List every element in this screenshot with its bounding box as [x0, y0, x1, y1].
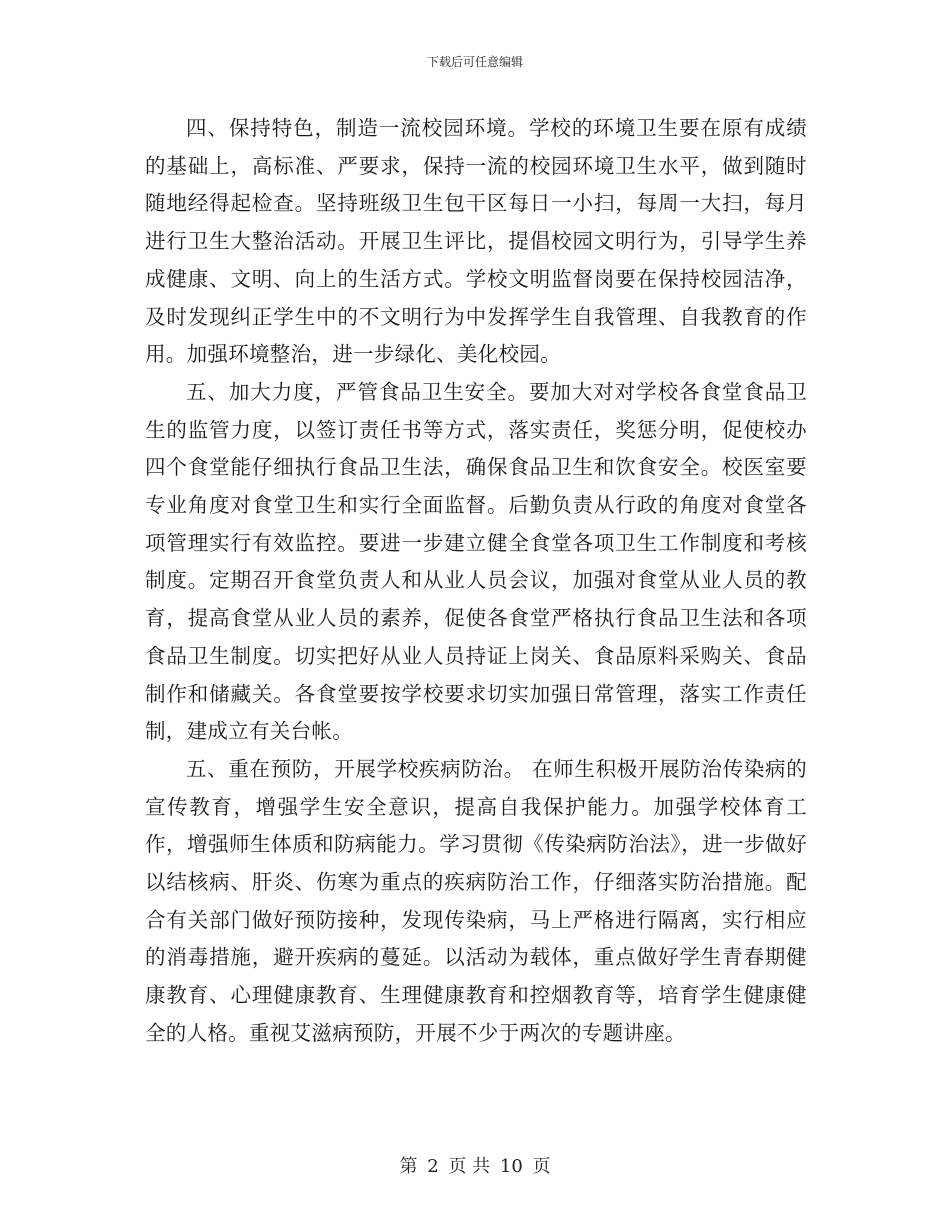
current-page-number: 2 — [427, 1156, 439, 1177]
footer-prefix: 第 — [399, 1156, 418, 1177]
footer-middle: 页 共 — [448, 1156, 491, 1177]
paragraph-environment: 四、保持特色，制造一流校园环境。学校的环境卫生要在原有成绩的基础上，高标准、严要求，保持一流的校园环境卫生水平，做到随时随地经得起检查。坚持班级卫生包干区每日一小扫，每周一大扫，每月进行卫生大整治活动。开展卫生评比，提倡校园文明行为，引导学生养成健康、文明、向上的生活方式。学校文明监督岗要在保持校园洁净，及时发现纠正学生中的不文明行为中发挥学生自我管理、自我教育的作用。加强环境整治，进一步绿化、美化校园。 — [145, 116, 807, 367]
paragraph-food-safety: 五、加大力度，严管食品卫生安全。要加大对对学校各食堂食品卫生的监管力度，以签订责任书等方式，落实责任，奖惩分明，促使校办四个食堂能仔细执行食品卫生法，确保食品卫生和饮食安全。校医室要专业角度对食堂卫生和实行全面监督。后勤负责从行政的角度对食堂各项管理实行有效监控。要进一步建立健全食堂各项卫生工作制度和考核制度。定期召开食堂负责人和从业人员会议，加强对食堂从业人员的教育，提高食堂从业人员的素养，促使各食堂严格执行食品卫生法和各项食品卫生制度。切实把好从业人员持证上岗关、食品原料采购关、食品制作和储藏关。各食堂要按学校要求切实加强日常管理，落实工作责任制，建成立有关台帐。 — [145, 379, 807, 744]
page-header: 下载后可任意编辑 — [426, 55, 523, 69]
total-page-count: 10 — [499, 1156, 523, 1177]
page-footer — [0, 1152, 950, 1178]
document-body — [145, 110, 807, 1053]
paragraph-disease-prevention: 五、重在预防，开展学校疾病防治。 在师生积极开展防治传染病的宣传教育，增强学生安全意识，提高自我保护能力。加强学校体育工作，增强师生体质和防病能力。学习贯彻《传染病防治法》，进一步做好以结核病、肝炎、伤寒为重点的疾病防治工作，仔细落实防治措施。配合有关部门做好预防接种，发现传染病，马上严格进行隔离，实行相应的消毒措施，避开疾病的蔓延。以活动为载体，重点做好学生青春期健康教育、心理健康教育、生理健康教育和控烟教育等，培育学生健康健全的人格。重视艾滋病预防，开展不少于两次的专题讲座。 — [145, 756, 807, 1045]
footer-suffix: 页 — [532, 1156, 551, 1177]
